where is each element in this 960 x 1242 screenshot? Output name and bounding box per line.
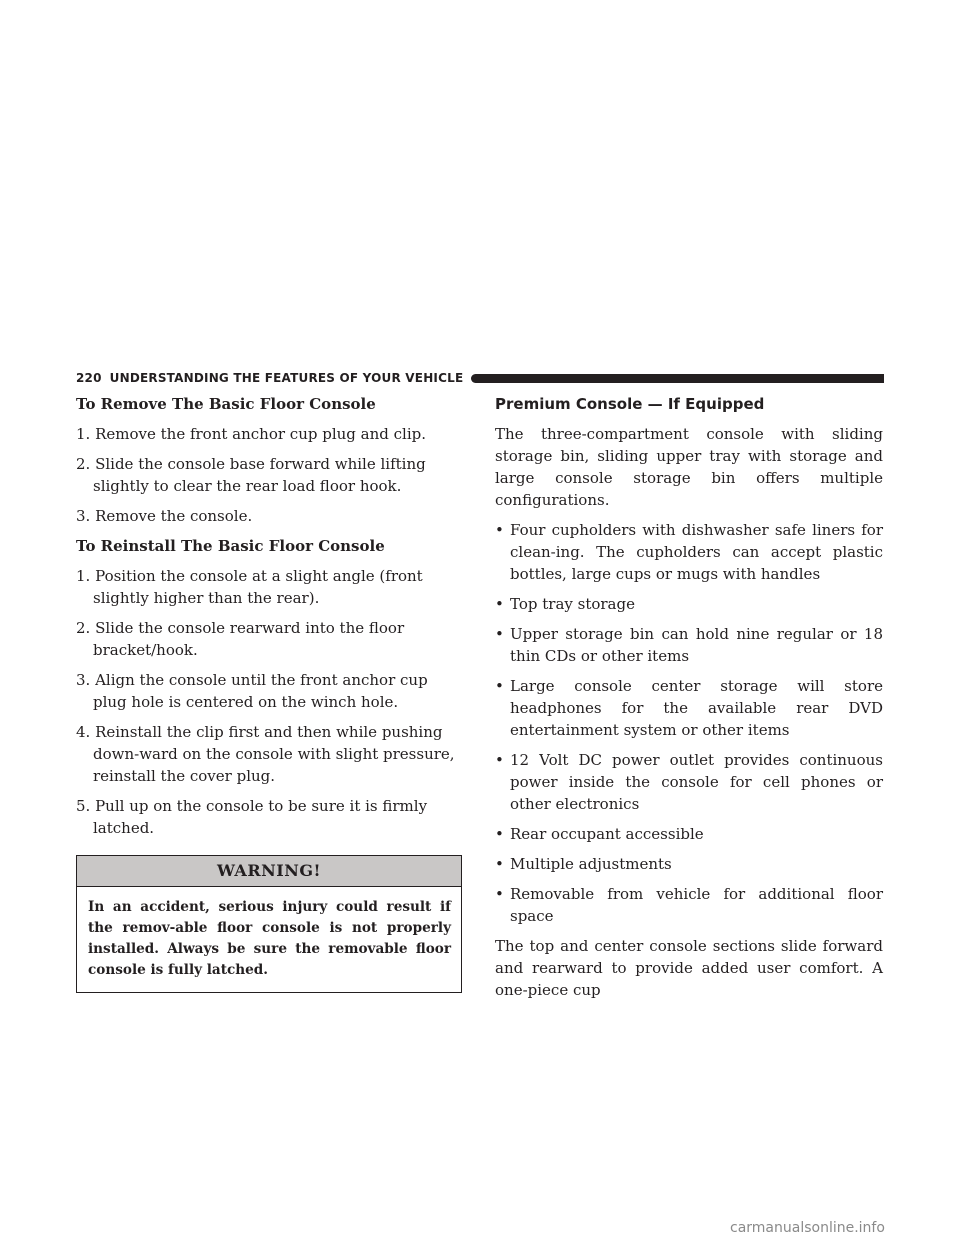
list-item [495,519,883,585]
list-item [495,823,883,845]
list-item-text: 12 Volt DC power outlet provides continuous power inside the console for cell phones or other electronics [510,751,883,813]
bullet-icon: • [495,677,504,695]
outro-paragraph: The top and center console sections slide forward and rearward to provide added user comfort. A one-piece cup [495,937,883,999]
remove-console-heading: To Remove The Basic Floor Console [76,395,376,413]
remove-step: 3. Remove the console. [76,507,253,525]
section-title: UNDERSTANDING THE FEATURES OF YOUR VEHICLE [109,371,464,385]
bullet-icon: • [495,825,504,843]
list-item-text: Four cupholders with dishwasher safe liners for clean-ing. The cupholders can accept plastic bottles, large cups or mugs with handles [510,521,883,583]
list-item-text: Rear occupant accessible [510,825,704,843]
list-item [495,749,883,815]
list-item-text: Large console center storage will store headphones for the available rear DVD entertainment system or other items [510,677,883,739]
list-item-text: Top tray storage [510,595,635,613]
header-rule [471,374,884,383]
warning-title: WARNING! [77,856,461,887]
list-item [495,883,883,927]
right-column [495,393,883,1009]
reinstall-step: 4. Reinstall the clip first and then while pushing down-ward on the console with slight pressure, reinstall the cover plug. [76,723,455,785]
list-item-text: Upper storage bin can hold nine regular or 18 thin CDs or other items [510,625,883,665]
bullet-icon: • [495,595,504,613]
watermark[interactable]: carmanualsonline.info [730,1220,885,1236]
remove-step: 2. Slide the console base forward while lifting slightly to clear the rear load floor hook. [76,455,426,495]
reinstall-step: 1. Position the console at a slight angle (front slightly higher than the rear). [76,567,423,607]
remove-step: 1. Remove the front anchor cup plug and clip. [76,425,427,443]
bullet-icon: • [495,885,504,903]
reinstall-console-heading: To Reinstall The Basic Floor Console [76,537,385,555]
reinstall-step: 3. Align the console until the front anchor cup plug hole is centered on the winch hole. [76,671,428,711]
list-item [495,853,883,875]
bullet-icon: • [495,751,504,769]
list-item [495,675,883,741]
reinstall-step: 2. Slide the console rearward into the floor bracket/hook. [76,619,405,659]
bullet-icon: • [495,521,504,539]
list-item [495,623,883,667]
warning-box [76,855,462,993]
warning-text: In an accident, serious injury could result if the remov-able floor console is not properly installed. Always be sure the removable floor console is fully latched. [88,899,451,978]
list-item-text: Multiple adjustments [510,855,672,873]
premium-console-heading: Premium Console — If Equipped [495,395,765,413]
intro-paragraph: The three-compartment console with sliding storage bin, sliding upper tray with storage and large console storage bin offers multiple configurations. [495,425,883,509]
reinstall-step: 5. Pull up on the console to be sure it is firmly latched. [76,797,428,837]
list-item-text: Removable from vehicle for additional floor space [510,885,883,925]
bullet-icon: • [495,855,504,873]
page-number: 220 [76,371,102,385]
page-header [76,369,884,387]
list-item [495,593,883,615]
bullet-icon: • [495,625,504,643]
left-column [76,393,462,993]
